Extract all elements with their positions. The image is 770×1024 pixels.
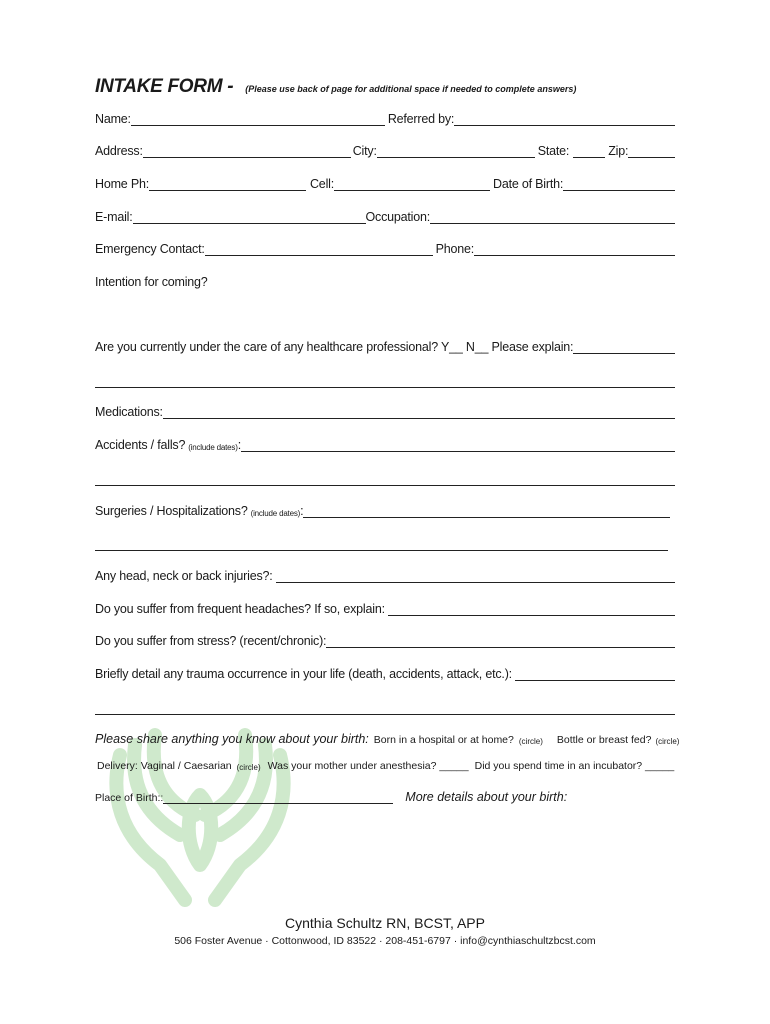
birth-bottle-question: Bottle or breast fed? xyxy=(556,734,652,746)
occupation-field[interactable] xyxy=(430,210,675,224)
birth-circle-note-2: (circle) xyxy=(655,737,680,746)
dob-field[interactable] xyxy=(563,177,675,191)
address-label: Address: xyxy=(95,144,143,158)
surgeries-label: Surgeries / Hospitalizations? xyxy=(95,504,248,518)
zip-field[interactable] xyxy=(628,144,675,158)
occupation-label: Occupation: xyxy=(365,210,431,224)
accidents-label: Accidents / falls? xyxy=(95,438,186,452)
emergency-field[interactable] xyxy=(205,242,433,256)
injuries-label: Any head, neck or back injuries?: xyxy=(95,569,273,583)
trauma-label: Briefly detail any trauma occurrence in your life (death, accidents, attack, etc.): xyxy=(95,667,512,681)
surgeries-field[interactable] xyxy=(303,504,670,518)
healthcare-extra-line[interactable] xyxy=(95,386,675,388)
accidents-dates-note: (include dates) xyxy=(188,443,238,452)
birth-row-1 xyxy=(95,732,679,746)
headaches-row xyxy=(95,602,675,616)
referred-label: Referred by: xyxy=(387,112,455,126)
trauma-row xyxy=(95,667,675,681)
birth-circle-note-1: (circle) xyxy=(518,737,543,746)
cell-field[interactable] xyxy=(334,177,490,191)
headaches-label: Do you suffer from frequent headaches? If so, explain: xyxy=(95,602,385,616)
emergency-phone-label: Phone: xyxy=(435,242,475,256)
surgeries-row: Surgeries / Hospitalizations? (include dates) : xyxy=(95,504,670,518)
healthcare-label: Are you currently under the care of any healthcare professional? Y__ N__ Please explain: xyxy=(95,340,574,354)
medications-row xyxy=(95,405,675,419)
medications-label: Medications: xyxy=(95,405,163,419)
incubator-question: Did you spend time in an incubator? _____ xyxy=(474,760,675,772)
intention-label: Intention for coming? xyxy=(95,275,208,289)
birth-heading: Please share anything you know about your birth: xyxy=(95,732,369,746)
phone-row xyxy=(95,177,675,191)
intention-row xyxy=(95,275,675,289)
form-title-row xyxy=(95,76,576,98)
zip-label: Zip: xyxy=(608,144,629,158)
birth-hospital-question: Born in a hospital or at home? xyxy=(373,734,514,746)
city-field[interactable] xyxy=(377,144,535,158)
state-label: State: xyxy=(537,144,570,158)
surgeries-extra-line[interactable] xyxy=(95,549,668,551)
birth-row-2 xyxy=(97,760,674,772)
surgeries-dates-note: (include dates) xyxy=(250,509,301,518)
accidents-field[interactable] xyxy=(241,438,675,452)
trauma-extra-line[interactable] xyxy=(95,713,675,715)
stress-field[interactable] xyxy=(326,634,675,648)
injuries-field[interactable] xyxy=(276,569,675,583)
more-details-label: More details about your birth: xyxy=(405,790,568,804)
anesthesia-question: Was your mother under anesthesia? _____ xyxy=(267,760,469,772)
email-row xyxy=(95,210,675,224)
emergency-row xyxy=(95,242,675,256)
emergency-label: Emergency Contact: xyxy=(95,242,205,256)
home-ph-field[interactable] xyxy=(149,177,306,191)
referred-field[interactable] xyxy=(454,112,675,126)
emergency-phone-field[interactable] xyxy=(474,242,675,256)
footer-address: 506 Foster Avenue · Cottonwood, ID 83522 · 208-451-6797 · info@cynthiaschultzbcst.com xyxy=(174,935,596,947)
stress-row xyxy=(95,634,675,648)
injuries-row xyxy=(95,569,675,583)
name-row xyxy=(95,112,675,126)
place-of-birth-label: Place of Birth:: xyxy=(95,792,164,804)
stress-label: Do you suffer from stress? (recent/chronic): xyxy=(95,634,327,648)
delivery-circle-note: (circle) xyxy=(236,763,261,772)
birth-row-3 xyxy=(95,790,567,804)
form-title: INTAKE FORM - xyxy=(95,76,234,97)
cell-label: Cell: xyxy=(309,177,334,191)
city-label: City: xyxy=(352,144,377,158)
email-field[interactable] xyxy=(133,210,366,224)
footer-name: Cynthia Schultz RN, BCST, APP xyxy=(285,915,485,931)
trauma-field[interactable] xyxy=(515,667,675,681)
headaches-field[interactable] xyxy=(388,602,675,616)
accidents-extra-line[interactable] xyxy=(95,484,675,486)
dob-label: Date of Birth: xyxy=(493,177,564,191)
name-field[interactable] xyxy=(131,112,385,126)
home-ph-label: Home Ph: xyxy=(95,177,149,191)
address-field[interactable] xyxy=(143,144,351,158)
email-label: E-mail: xyxy=(95,210,133,224)
accidents-row: Accidents / falls? (include dates) : xyxy=(95,438,675,452)
healthcare-field[interactable] xyxy=(573,340,675,354)
form-subtitle: (Please use back of page for additional space if needed to complete answers) xyxy=(245,84,577,94)
state-field[interactable] xyxy=(573,144,605,158)
delivery-question: Delivery: Vaginal / Caesarian xyxy=(97,760,232,772)
address-row xyxy=(95,144,675,158)
medications-field[interactable] xyxy=(163,405,675,419)
healthcare-row xyxy=(95,340,675,354)
place-of-birth-field[interactable] xyxy=(163,792,393,804)
name-label: Name: xyxy=(95,112,131,126)
